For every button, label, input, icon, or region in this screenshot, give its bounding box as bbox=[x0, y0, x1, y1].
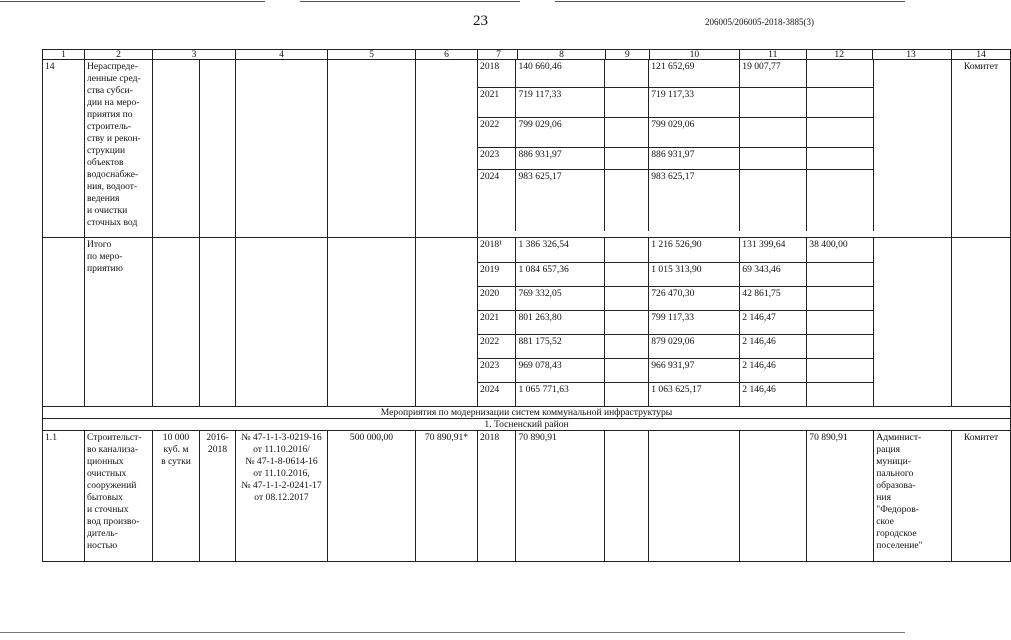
regional-value: 1 063 625,17 bbox=[649, 382, 740, 406]
federal-value bbox=[604, 358, 648, 382]
period-cell bbox=[200, 431, 236, 562]
text-line: и сточных bbox=[87, 504, 129, 515]
col-number: 13 bbox=[872, 50, 949, 59]
federal-value bbox=[604, 147, 648, 169]
text-line: рация bbox=[876, 444, 901, 455]
federal-value bbox=[604, 238, 648, 262]
other-value bbox=[807, 334, 874, 358]
text-line: ния, водоот- bbox=[87, 181, 138, 192]
text-line: муници- bbox=[876, 456, 911, 467]
period-cell bbox=[200, 60, 236, 238]
responsible-body: Комитет bbox=[952, 431, 1011, 562]
other-value bbox=[807, 382, 874, 406]
regional-value bbox=[649, 431, 740, 561]
regional-value: 879 029,06 bbox=[649, 334, 740, 358]
col-number: 9 bbox=[605, 50, 649, 59]
text-line: 2018 bbox=[207, 444, 228, 455]
docs-cell bbox=[236, 60, 328, 238]
regional-value: 966 931,97 bbox=[649, 358, 740, 382]
text-line: и очистки bbox=[87, 205, 128, 216]
col-number: 14 bbox=[952, 50, 1011, 60]
total-value: 881 175,52 bbox=[516, 334, 605, 358]
financing-block bbox=[478, 60, 952, 238]
section-heading-row bbox=[43, 407, 1011, 419]
col-number-group bbox=[478, 50, 952, 60]
col-number: 10 bbox=[649, 50, 739, 59]
total-value: 769 332,05 bbox=[516, 286, 605, 310]
text-line: 10 000 bbox=[162, 432, 190, 443]
other-value bbox=[807, 310, 874, 334]
total-value: 140 660,46 bbox=[516, 60, 605, 87]
col-number: 12 bbox=[806, 50, 872, 59]
text-line: куб. м bbox=[163, 444, 189, 455]
local-value bbox=[740, 169, 807, 231]
top-rule-right bbox=[555, 1, 905, 2]
text-line: "Федоров- bbox=[876, 504, 919, 515]
docs-cell bbox=[236, 238, 328, 407]
text-line: ству и рекон- bbox=[87, 133, 141, 144]
document-number: 206005/206005-2018-3885(3) bbox=[705, 17, 814, 27]
financing-block bbox=[478, 431, 952, 562]
col-number: 2 bbox=[85, 50, 153, 60]
regional-value: 799 117,33 bbox=[649, 310, 740, 334]
text-line: Строительст- bbox=[87, 432, 142, 443]
year: 2023 bbox=[478, 147, 516, 169]
total-value: 719 117,33 bbox=[516, 87, 605, 117]
federal-value bbox=[604, 262, 648, 286]
total-label bbox=[85, 238, 153, 407]
text-line: водоснабже- bbox=[87, 169, 139, 180]
text-line: № 47-1-1-2-0241-17 bbox=[241, 480, 322, 491]
text-line: объектов bbox=[87, 157, 124, 168]
text-line: пального bbox=[876, 468, 914, 479]
text-line: вод произво- bbox=[87, 516, 140, 527]
total-row bbox=[43, 238, 1011, 407]
total-value: 1 065 771,63 bbox=[516, 382, 605, 406]
cost-cell bbox=[328, 238, 416, 407]
federal-value bbox=[604, 169, 648, 231]
year-row bbox=[478, 60, 951, 87]
period-cell bbox=[200, 238, 236, 407]
local-value bbox=[740, 431, 807, 561]
other-value bbox=[807, 286, 874, 310]
regional-value: 983 625,17 bbox=[649, 169, 740, 231]
local-value bbox=[740, 117, 807, 147]
text-line: Итого bbox=[87, 239, 112, 250]
year: 2020 bbox=[478, 286, 516, 310]
text-line: струкции bbox=[87, 145, 126, 156]
text-line: приятия по bbox=[87, 109, 133, 120]
text-line: поселение" bbox=[876, 540, 923, 551]
remaining-cost-cell bbox=[416, 60, 478, 238]
district-heading: 1. Тосненский район bbox=[43, 419, 1011, 431]
regional-value: 1 216 526,90 bbox=[649, 238, 740, 262]
text-line: ленные сред- bbox=[87, 73, 141, 84]
regional-value: 1 015 313,90 bbox=[649, 262, 740, 286]
text-line: в сутки bbox=[161, 456, 191, 467]
year: 2021 bbox=[478, 87, 516, 117]
text-line: ства субси- bbox=[87, 85, 133, 96]
other-value: 70 890,91 bbox=[807, 431, 874, 561]
text-line: приятию bbox=[87, 263, 123, 274]
section-heading: Мероприятия по модернизации систем коммунальной инфраструктуры bbox=[43, 407, 1011, 419]
col-number: 8 bbox=[518, 50, 606, 59]
local-value: 2 146,46 bbox=[740, 382, 807, 406]
total-value: 801 263,80 bbox=[516, 310, 605, 334]
regional-value: 121 652,69 bbox=[649, 60, 740, 87]
text-line: ционных bbox=[87, 456, 124, 467]
text-line: Нераспреде- bbox=[87, 61, 138, 72]
text-line: ведения bbox=[87, 193, 120, 204]
year: 2023 bbox=[478, 358, 516, 382]
bottom-rule bbox=[0, 632, 905, 633]
text-line: дии на меро- bbox=[87, 97, 140, 108]
program-table bbox=[42, 49, 1011, 562]
federal-value bbox=[604, 117, 648, 147]
col-number: 1 bbox=[43, 50, 85, 60]
text-line: от 11.10.2016/ bbox=[253, 444, 310, 455]
federal-value bbox=[604, 286, 648, 310]
total-value: 1 386 326,54 bbox=[516, 238, 605, 262]
local-value bbox=[740, 87, 807, 117]
local-value: 2 146,47 bbox=[740, 310, 807, 334]
financing-block bbox=[478, 238, 952, 407]
measure-name bbox=[85, 431, 153, 562]
row-number: 1.1 bbox=[43, 431, 85, 562]
district-heading-row bbox=[43, 419, 1011, 431]
other-value bbox=[807, 147, 874, 169]
other-value bbox=[807, 358, 874, 382]
local-value: 2 146,46 bbox=[740, 334, 807, 358]
row-1-1 bbox=[43, 431, 1011, 562]
local-value: 131 399,64 bbox=[740, 238, 807, 262]
other-value bbox=[807, 169, 874, 231]
total-value: 1 084 657,36 bbox=[516, 262, 605, 286]
federal-value bbox=[604, 431, 648, 561]
year: 2024 bbox=[478, 382, 516, 406]
total-number-cell bbox=[43, 238, 85, 407]
responsible-body bbox=[952, 238, 1011, 407]
other-value bbox=[807, 60, 874, 87]
col-number: 5 bbox=[328, 50, 416, 60]
year: 2018 bbox=[478, 60, 516, 87]
local-value: 2 146,46 bbox=[740, 358, 807, 382]
col-number: 11 bbox=[740, 50, 806, 59]
federal-value bbox=[604, 87, 648, 117]
page-number: 23 bbox=[473, 13, 488, 29]
measure-name bbox=[85, 60, 153, 238]
text-line: образова- bbox=[876, 480, 916, 491]
text-line: ское bbox=[876, 516, 894, 527]
text-line: Админист- bbox=[876, 432, 922, 443]
remaining-cost-cell: 70 890,91* bbox=[416, 431, 478, 562]
column-number-row bbox=[43, 50, 1011, 60]
text-line: от 08.12.2017 bbox=[254, 492, 309, 503]
federal-value bbox=[604, 382, 648, 406]
remaining-cost-cell bbox=[416, 238, 478, 407]
text-line: сооружений bbox=[87, 480, 137, 491]
cost-cell bbox=[328, 60, 416, 238]
regional-value: 886 931,97 bbox=[649, 147, 740, 169]
regional-value: 799 029,06 bbox=[649, 117, 740, 147]
total-value: 886 931,97 bbox=[516, 147, 605, 169]
total-value: 799 029,06 bbox=[516, 117, 605, 147]
text-line: № 47-1-8-0614-16 bbox=[245, 456, 318, 467]
other-value bbox=[807, 262, 874, 286]
year: 2022 bbox=[478, 117, 516, 147]
responsible-body: Комитет bbox=[952, 60, 1011, 238]
text-line: строитель- bbox=[87, 121, 132, 132]
text-line: № 47-1-1-3-0219-16 bbox=[241, 432, 322, 443]
text-line: бытовых bbox=[87, 492, 123, 503]
row-14 bbox=[43, 60, 1011, 238]
capacity-cell bbox=[153, 431, 200, 562]
text-line: 2016- bbox=[206, 432, 229, 443]
regional-value: 719 117,33 bbox=[649, 87, 740, 117]
text-line: городское bbox=[876, 528, 917, 539]
total-value: 70 890,91 bbox=[516, 431, 605, 561]
executor-cell bbox=[874, 238, 951, 406]
docs-cell bbox=[236, 431, 328, 562]
year-row bbox=[478, 238, 951, 262]
regional-value: 726 470,30 bbox=[649, 286, 740, 310]
text-line: по меро- bbox=[87, 251, 123, 262]
top-rule-left bbox=[0, 1, 265, 2]
federal-value bbox=[604, 310, 648, 334]
local-value: 19 007,77 bbox=[740, 60, 807, 87]
capacity-cell bbox=[153, 60, 200, 238]
year: 2019 bbox=[478, 262, 516, 286]
executor-cell bbox=[874, 60, 951, 231]
col-number: 7 bbox=[480, 50, 518, 59]
total-value: 969 078,43 bbox=[516, 358, 605, 382]
text-line: очистных bbox=[87, 468, 127, 479]
col-number: 6 bbox=[416, 50, 478, 60]
other-value bbox=[807, 117, 874, 147]
cost-cell: 500 000,00 bbox=[328, 431, 416, 562]
text-line: дитель- bbox=[87, 528, 118, 539]
other-value: 38 400,00 bbox=[807, 238, 874, 262]
local-value bbox=[740, 147, 807, 169]
col-number: 4 bbox=[236, 50, 328, 60]
year-row bbox=[478, 431, 951, 561]
col-number: 3 bbox=[153, 50, 236, 60]
federal-value bbox=[604, 60, 648, 87]
text-line: от 11.10.2016, bbox=[253, 468, 310, 479]
text-line: сточных вод bbox=[87, 217, 138, 228]
year: 2022 bbox=[478, 334, 516, 358]
year: 2021 bbox=[478, 310, 516, 334]
local-value: 69 343,46 bbox=[740, 262, 807, 286]
other-value bbox=[807, 87, 874, 117]
year: 2018 bbox=[478, 431, 516, 561]
year: 2018¹ bbox=[478, 238, 516, 262]
capacity-cell bbox=[153, 238, 200, 407]
total-value: 983 625,17 bbox=[516, 169, 605, 231]
text-line: ностью bbox=[87, 540, 118, 551]
executor-cell bbox=[874, 431, 951, 561]
year: 2024 bbox=[478, 169, 516, 231]
row-number: 14 bbox=[43, 60, 85, 238]
federal-value bbox=[604, 334, 648, 358]
top-rule-mid bbox=[300, 1, 520, 2]
text-line: ния bbox=[876, 492, 891, 503]
text-line: во канализа- bbox=[87, 444, 139, 455]
local-value: 42 861,75 bbox=[740, 286, 807, 310]
